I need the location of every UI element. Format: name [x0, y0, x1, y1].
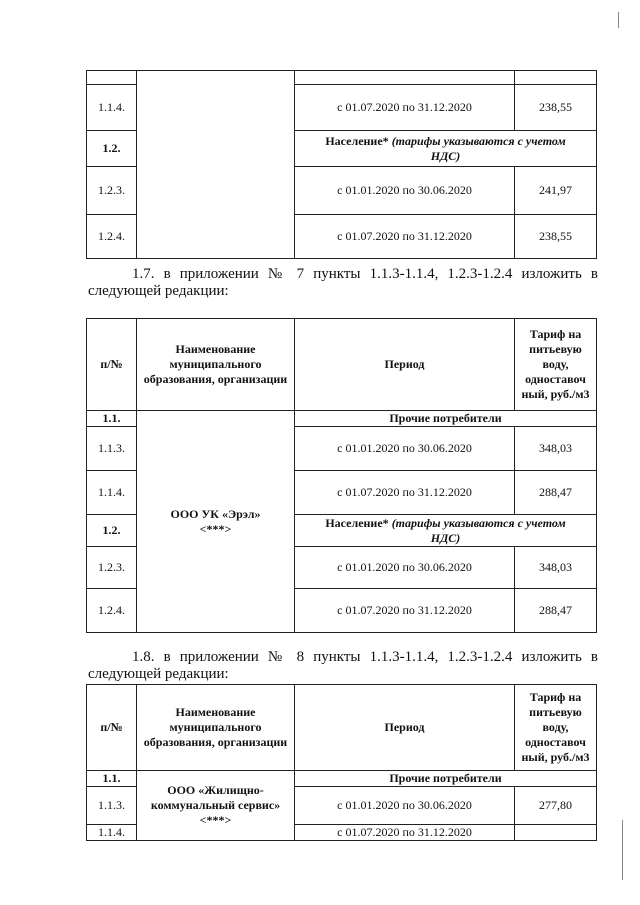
period-cell: с 01.07.2020 по 31.12.2020 [295, 85, 515, 131]
header-tariff: Тариф на питьевую воду, одноставоч ный, руб./м3 [515, 685, 597, 771]
org-name: ООО УК «Эрэл» [170, 506, 261, 521]
tariff-cell: 288,47 [515, 589, 597, 633]
tariff-cell: 288,47 [515, 471, 597, 515]
paragraph-1-7 [88, 266, 598, 300]
row-number: 1.2.3. [87, 167, 137, 215]
category-note: (тарифы указываются с учетом [391, 515, 566, 530]
tariff-cell: 238,55 [515, 85, 597, 131]
tariff-cell: 238,55 [515, 215, 597, 259]
paragraph-line: 1.7. в приложении № 7 пункты 1.1.3-1.1.4, 1.2.3-1.2.4 изложить в [132, 266, 598, 282]
row-number: 1.1.4. [87, 825, 137, 841]
row-number: 1.2.3. [87, 547, 137, 589]
header-tariff: Тариф на питьевую воду, одноставоч ный, руб./м3 [515, 319, 597, 411]
scan-mark [618, 12, 619, 28]
category-note-end: НДС) [430, 148, 461, 163]
period-cell: с 01.01.2020 по 30.06.2020 [295, 547, 515, 589]
paragraph-line: следующей редакции: [88, 283, 229, 299]
category-cell: Прочие потребители [295, 411, 597, 427]
row-number: 1.1.4. [87, 471, 137, 515]
org-cell [137, 411, 295, 633]
tariff-cell: 277,80 [515, 787, 597, 825]
table-header-row [87, 685, 597, 771]
row-number: 1.2.4. [87, 215, 137, 259]
category-cell [295, 515, 597, 547]
header-organization: Наименование муниципального образования, организации [137, 685, 295, 771]
category-cell [295, 131, 597, 167]
row-number: 1.2. [87, 515, 137, 547]
period-cell: с 01.01.2020 по 30.06.2020 [295, 787, 515, 825]
tariff-table-appendix-7 [86, 318, 597, 633]
tariff-table-continuation [86, 70, 597, 259]
table-header-row [87, 319, 597, 411]
header-organization: Наименование муниципального образования, организации [137, 319, 295, 411]
category-label: Население* [325, 133, 389, 148]
table-row [87, 71, 597, 85]
row-number: 1.2. [87, 131, 137, 167]
org-note: <***> [199, 521, 232, 536]
tariff-cell: 348,03 [515, 547, 597, 589]
period-cell: с 01.07.2020 по 31.12.2020 [295, 471, 515, 515]
table-row [87, 411, 597, 427]
category-note: (тарифы указываются с учетом [391, 133, 566, 148]
tariff-table-appendix-8 [86, 684, 597, 841]
table-row [87, 771, 597, 787]
row-number: 1.1. [87, 411, 137, 427]
header-number: п/№ [87, 319, 137, 411]
category-cell: Прочие потребители [295, 771, 597, 787]
period-cell: с 01.01.2020 по 30.06.2020 [295, 427, 515, 471]
header-period: Период [295, 685, 515, 771]
category-note-end: НДС) [430, 530, 461, 545]
paragraph-line: 1.8. в приложении № 8 пункты 1.1.3-1.1.4, 1.2.3-1.2.4 изложить в [132, 649, 598, 665]
period-cell: с 01.07.2020 по 31.12.2020 [295, 825, 515, 841]
row-number: 1.2.4. [87, 589, 137, 633]
org-cell [137, 771, 295, 841]
period-cell: с 01.07.2020 по 31.12.2020 [295, 589, 515, 633]
header-period: Период [295, 319, 515, 411]
category-label: Население* [325, 515, 389, 530]
paragraph-1-8 [88, 649, 598, 683]
org-cell [137, 71, 295, 259]
scan-mark [622, 820, 623, 880]
row-number: 1.1.4. [87, 85, 137, 131]
period-cell: с 01.07.2020 по 31.12.2020 [295, 215, 515, 259]
org-name: ООО «Жилищно-коммунальный сервис» [150, 783, 281, 812]
tariff-cell: 348,03 [515, 427, 597, 471]
header-number: п/№ [87, 685, 137, 771]
org-note: <***> [199, 813, 232, 827]
period-cell: с 01.01.2020 по 30.06.2020 [295, 167, 515, 215]
row-number: 1.1.3. [87, 787, 137, 825]
paragraph-line: следующей редакции: [88, 666, 229, 682]
tariff-cell [515, 825, 597, 841]
row-number: 1.1.3. [87, 427, 137, 471]
row-number: 1.1. [87, 771, 137, 787]
tariff-cell: 241,97 [515, 167, 597, 215]
